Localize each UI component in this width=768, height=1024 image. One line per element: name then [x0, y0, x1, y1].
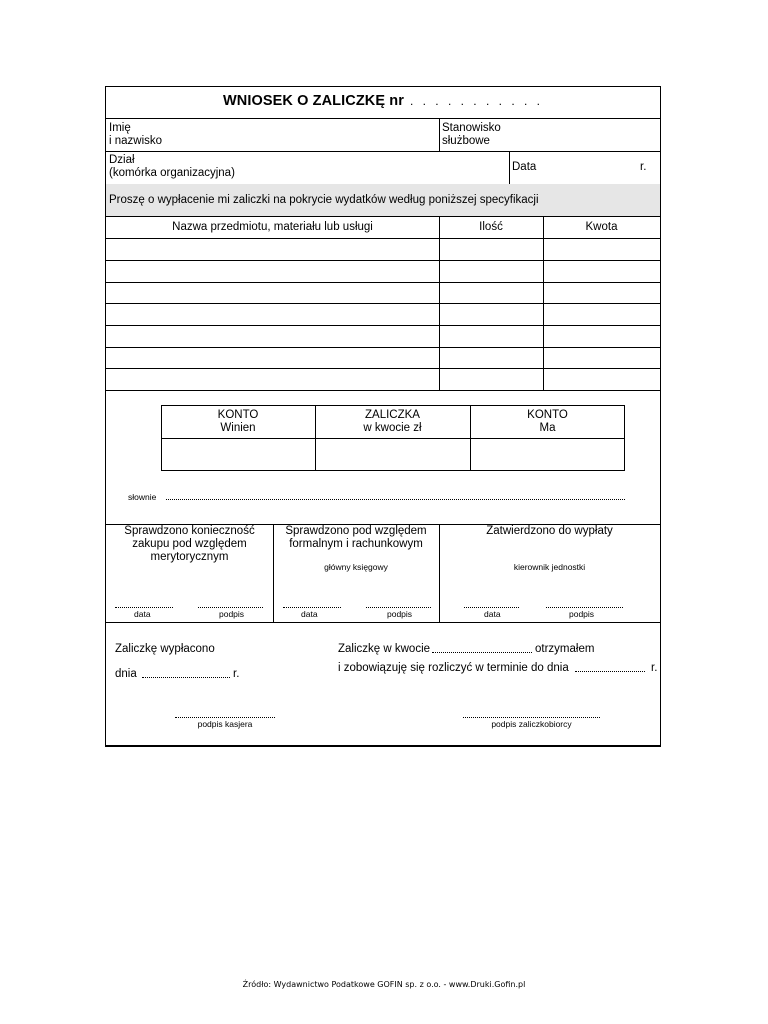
- col-qty-header: Ilość: [479, 221, 503, 233]
- approved-label: Zatwierdzono do wypłaty: [486, 525, 613, 537]
- source-footer: Źródło: Wydawnictwo Podatkowe GOFIN sp. z o.o. - www.Druki.Gofin.pl: [242, 980, 526, 989]
- table-row-line: [106, 260, 660, 261]
- name-label: Imię i nazwisko: [109, 122, 163, 147]
- department-label: Dział (komórka organizacyjna): [109, 154, 235, 179]
- divider: [106, 118, 660, 119]
- received-amount-field[interactable]: [432, 652, 532, 653]
- divider: [161, 438, 625, 439]
- konto-winien-header: KONTO Winien: [217, 409, 259, 434]
- slownie-label: słownie: [128, 492, 157, 502]
- approved-date-field[interactable]: [464, 607, 519, 608]
- nr-field[interactable]: . . . . . . . . . . .: [409, 94, 543, 108]
- merit-signature-field[interactable]: [198, 607, 263, 608]
- date-suffix: r.: [640, 161, 647, 173]
- table-row-line: [106, 282, 660, 283]
- merit-signature-label: podpis: [219, 609, 245, 619]
- table-row-line: [106, 347, 660, 348]
- received-suffix: otrzymałem: [535, 643, 595, 655]
- col-amount-header: Kwota: [585, 221, 618, 233]
- divider: [106, 216, 660, 217]
- formal-signature-label: podpis: [387, 609, 413, 619]
- received-label: Zaliczkę w kwocie: [338, 643, 431, 655]
- col-name-header: Nazwa przedmiotu, materiału lub usługi: [172, 221, 373, 233]
- slownie-field[interactable]: [166, 499, 625, 500]
- approved-signature-label: podpis: [569, 609, 595, 619]
- table-row-line: [106, 303, 660, 304]
- merit-date-field[interactable]: [115, 607, 173, 608]
- divider: [106, 390, 660, 391]
- approved-date-label: data: [484, 609, 501, 619]
- table-row-line: [106, 238, 660, 239]
- approved-signature-field[interactable]: [546, 607, 623, 608]
- merit-date-label: data: [134, 609, 151, 619]
- paid-label: Zaliczkę wypłacono: [115, 643, 215, 655]
- cashier-signature-field[interactable]: [175, 717, 275, 718]
- divider: [106, 622, 660, 623]
- zaliczka-header: ZALICZKA w kwocie zł: [363, 409, 422, 434]
- formal-signature-field[interactable]: [366, 607, 431, 608]
- day-suffix: r.: [233, 668, 240, 680]
- formal-date-field[interactable]: [283, 607, 341, 608]
- advance-signature-field[interactable]: [463, 717, 600, 718]
- advance-request-form: [105, 86, 661, 747]
- unit-head-label: kierownik jednostki: [513, 562, 586, 572]
- table-row-line: [106, 325, 660, 326]
- divider: [439, 118, 440, 151]
- payout-date-field[interactable]: [142, 677, 230, 678]
- table-row-line: [106, 368, 660, 369]
- cashier-signature-label: podpis kasjera: [197, 719, 253, 729]
- settlement-date-field[interactable]: [575, 671, 645, 672]
- title-text: WNIOSEK O ZALICZKĘ: [223, 93, 386, 109]
- divider: [439, 524, 440, 622]
- advance-signature-label: podpis zaliczkobiorcy: [491, 719, 572, 729]
- obligation-suffix: r.: [651, 662, 658, 674]
- position-label: Stanowisko służbowe: [442, 122, 501, 147]
- date-label: Data: [512, 161, 537, 173]
- formal-date-label: data: [301, 609, 318, 619]
- chief-accountant-label: główny księgowy: [324, 562, 388, 572]
- merit-check-label: Sprawdzono konieczność zakupu pod względem merytorycznym: [124, 525, 255, 563]
- day-label: dnia: [115, 668, 137, 680]
- formal-check-label: Sprawdzono pod względem formalnym i rachunkowym: [285, 525, 427, 550]
- konto-ma-header: KONTO Ma: [527, 409, 568, 434]
- divider: [509, 151, 510, 184]
- nr-label: nr: [389, 93, 404, 109]
- divider: [106, 151, 660, 152]
- form-title: [106, 93, 660, 109]
- request-text: Proszę o wypłacenie mi zaliczki na pokrycie wydatków według poniższej specyfikacji: [109, 194, 539, 206]
- obligation-label: i zobowiązuję się rozliczyć w terminie do dnia: [338, 662, 569, 674]
